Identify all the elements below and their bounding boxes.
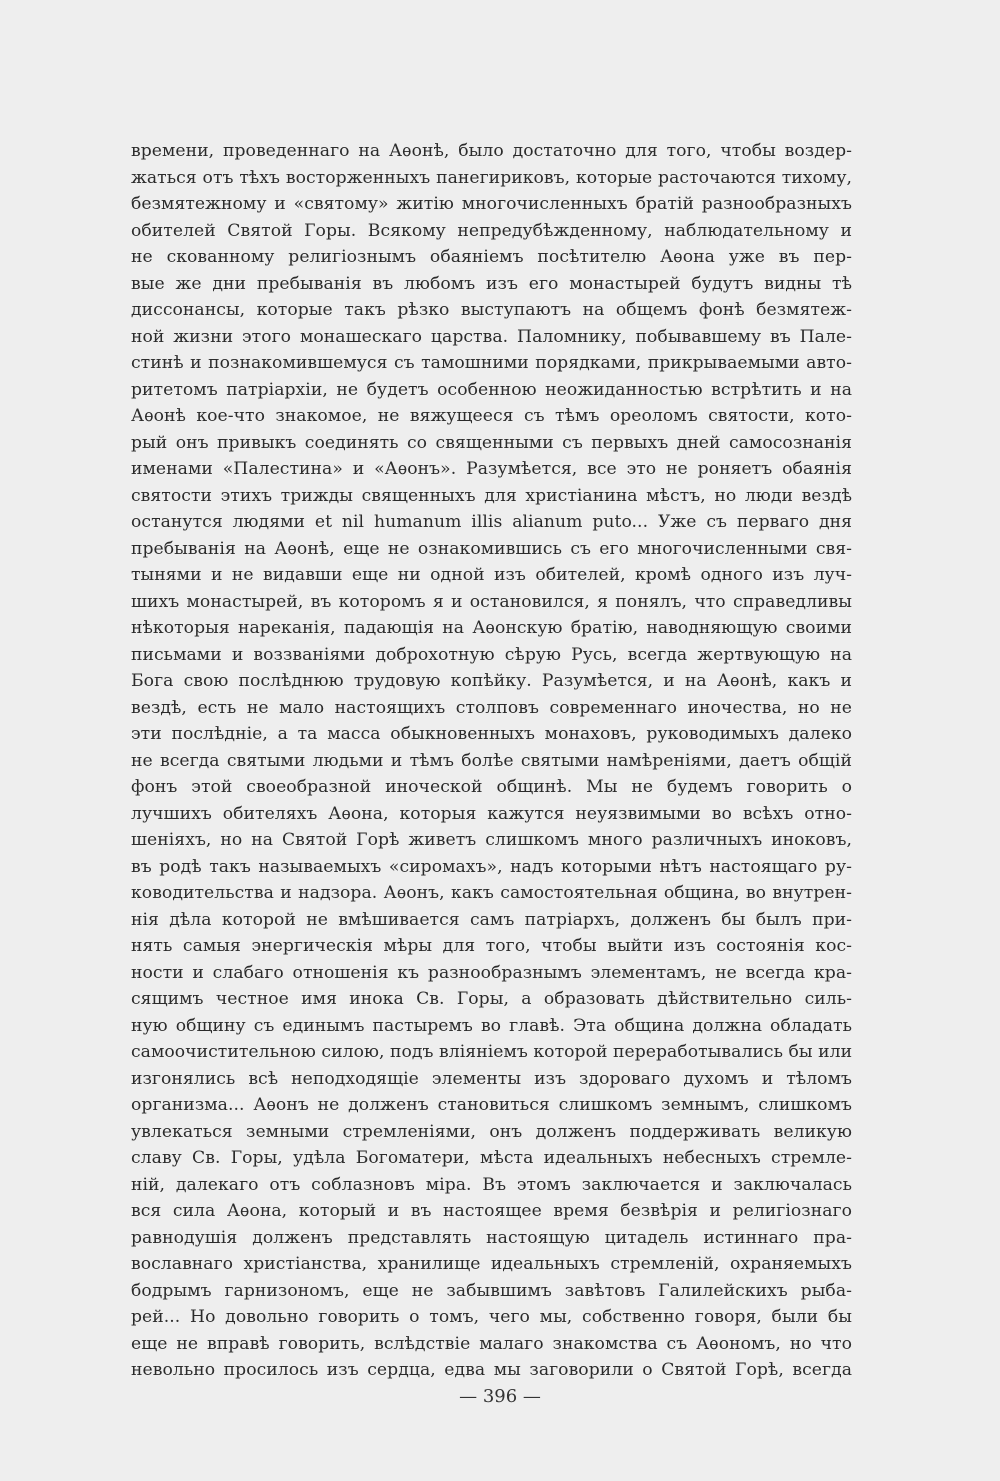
text-line: вездѣ, есть не мало настоящихъ столповъ современнаго иночества, но не bbox=[131, 697, 852, 718]
text-line: тынями и не видавши еще ни одной изъ обителей, кромѣ одного изъ луч- bbox=[131, 565, 852, 585]
text-line: рый онъ привыкъ соединять со священными съ первыхъ дней самосознанія bbox=[131, 432, 852, 453]
text-line: организма... Аѳонъ не долженъ становиться слишкомъ земнымъ, слишкомъ bbox=[131, 1095, 852, 1115]
text-line: изгонялись всѣ неподходящіе элементы изъ здороваго духомъ и тѣломъ bbox=[131, 1068, 852, 1089]
text-line: вся сила Аѳона, который и въ настоящее время безвѣрія и религіознаго bbox=[131, 1201, 852, 1221]
text-line: нія дѣла которой не вмѣшивается самъ патріархъ, долженъ бы былъ при- bbox=[131, 909, 852, 930]
text-line: ній, далекаго отъ соблазновъ міра. Въ этомъ заключается и заключалась bbox=[131, 1174, 852, 1195]
text-line: рей... Но довольно говорить о томъ, чего мы, собственно говоря, были бы bbox=[131, 1307, 852, 1327]
text-line: Аѳонѣ кое-что знакомое, не вяжущееся съ тѣмъ ореоломъ святости, кото- bbox=[131, 406, 852, 426]
text-line: ности и слабаго отношенія къ разнообразнымъ элементамъ, не всегда кра- bbox=[131, 962, 852, 983]
text-line: останутся людями et nil humanum illis alianum puto... Уже съ перваго дня bbox=[131, 512, 852, 532]
text-line: ритетомъ патріархіи, не будетъ особенною неожиданностью встрѣтить и на bbox=[131, 379, 852, 400]
text-line: славу Св. Горы, удѣла Богоматери, мѣста идеальныхъ небесныхъ стремле- bbox=[131, 1148, 852, 1168]
text-line: безмятежному и «святому» житію многочисленныхъ братій разнообразныхъ bbox=[131, 194, 852, 214]
text-line: нять самыя энергическія мѣры для того, чтобы выйти изъ состоянія кос- bbox=[131, 936, 852, 956]
text-line: пребыванія на Аѳонѣ, еще не ознакомившись съ его многочисленными свя- bbox=[131, 538, 852, 559]
text-line: письмами и воззваніями доброхотную сѣрую Русь, всегда жертвующую на bbox=[131, 644, 852, 665]
text-line: ной жизни этого монашескаго царства. Паломнику, побывавшему въ Пале- bbox=[131, 326, 852, 347]
text-line: вославнаго христіанства, хранилище идеальныхъ стремленій, охраняемыхъ bbox=[131, 1254, 852, 1274]
text-line: въ родѣ такъ называемыхъ «сиромахъ», надъ которыми нѣтъ настоящаго ру- bbox=[131, 856, 852, 877]
text-line: обителей Святой Горы. Всякому непредубѣжденному, наблюдательному и bbox=[131, 220, 852, 241]
text-line: именами «Палестина» и «Аѳонъ». Разумѣется, все это не роняетъ обаянія bbox=[131, 459, 852, 479]
text-line: сящимъ честное имя инока Св. Горы, а образовать дѣйствительно силь- bbox=[131, 989, 852, 1009]
text-line: не всегда святыми людьми и тѣмъ болѣе святыми намѣреніями, даетъ общій bbox=[131, 750, 852, 771]
text-line: самоочистительною силою, подъ вліяніемъ которой переработывались бы или bbox=[131, 1042, 852, 1062]
text-line: Бога свою послѣднюю трудовую копѣйку. Разумѣется, и на Аѳонѣ, какъ и bbox=[131, 671, 852, 691]
text-line: вые же дни пребыванія въ любомъ изъ его монастырей будутъ видны тѣ bbox=[131, 273, 852, 294]
text-line: диссонансы, которые такъ рѣзко выступаютъ на общемъ фонѣ безмятеж- bbox=[131, 300, 852, 320]
text-line: фонъ этой своеобразной иноческой общинѣ. Мы не будемъ говорить о bbox=[131, 777, 852, 797]
text-line: увлекаться земными стремленіями, онъ долженъ поддерживать великую bbox=[131, 1121, 852, 1142]
text-line: жаться отъ тѣхъ восторженныхъ панегириковъ, которые расточаются тихому, bbox=[131, 167, 852, 188]
text-line: бодрымъ гарнизономъ, еще не забывшимъ завѣтовъ Галилейскихъ рыба- bbox=[131, 1280, 852, 1301]
text-line: шеніяхъ, но на Святой Горѣ живетъ слишкомъ много различныхъ иноковъ, bbox=[131, 830, 852, 850]
text-line: стинѣ и познакомившемуся съ тамошними порядками, прикрываемыми авто- bbox=[131, 353, 852, 373]
text-line: эти послѣдніе, а та масса обыкновенныхъ монаховъ, руководимыхъ далеко bbox=[131, 724, 852, 744]
text-line: нѣкоторыя нареканія, падающія на Аѳонскую братію, наводняющую своими bbox=[131, 618, 852, 638]
text-line: ководительства и надзора. Аѳонъ, какъ самостоятельная община, во внутрен- bbox=[131, 883, 852, 903]
text-line: ную общину съ единымъ пастыремъ во главѣ. Эта община должна обладать bbox=[131, 1015, 852, 1036]
text-line: еще не вправѣ говорить, вслѣдствіе малаго знакомства съ Аѳономъ, но что bbox=[131, 1333, 852, 1354]
page-number: — 396 — bbox=[459, 1386, 541, 1407]
text-line: святости этихъ трижды священныхъ для христіанина мѣстъ, но люди вездѣ bbox=[131, 485, 852, 506]
body-text bbox=[131, 138, 852, 1384]
text-line: шихъ монастырей, въ которомъ я и остановился, я понялъ, что справедливы bbox=[131, 591, 852, 612]
text-line: лучшихъ обителяхъ Аѳона, которыя кажутся неуязвимыми во всѣхъ отно- bbox=[131, 803, 852, 824]
text-line: равнодушія долженъ представлять настоящую цитадель истиннаго пра- bbox=[131, 1227, 852, 1248]
text-line: невольно просилось изъ сердца, едва мы заговорили о Святой Горѣ, всегда bbox=[131, 1360, 852, 1380]
text-line: не скованному религіознымъ обаяніемъ посѣтителю Аѳона уже въ пер- bbox=[131, 247, 852, 267]
text-line: времени, проведеннаго на Аѳонѣ, было достаточно для того, чтобы воздер- bbox=[131, 141, 852, 161]
